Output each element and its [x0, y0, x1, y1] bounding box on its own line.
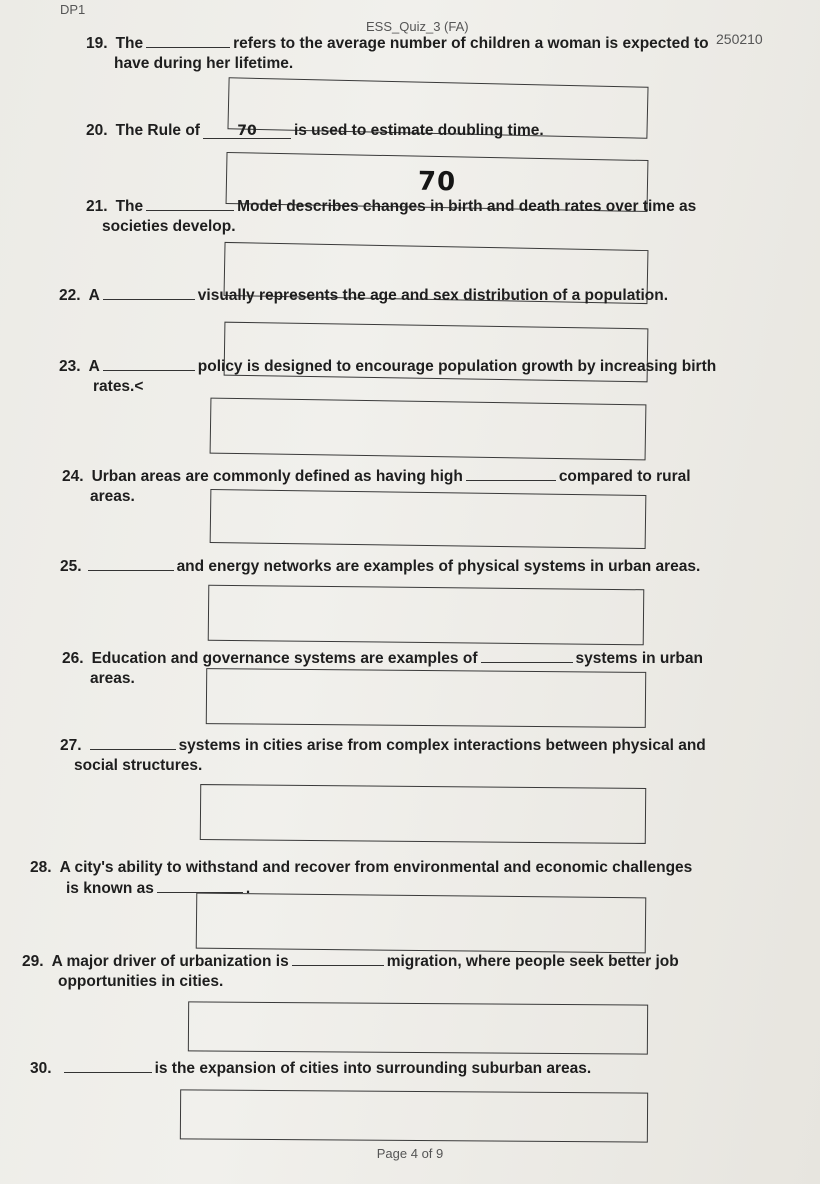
answer-box-28[interactable]	[196, 893, 647, 954]
question-29: 29. A major driver of urbanization is migration, where people seek better job opportunities in cities.	[22, 953, 679, 990]
answer-blank[interactable]	[466, 466, 556, 481]
question-23: 23. A policy is designed to encourage population growth by increasing birth rates.<	[59, 358, 717, 395]
header-code: 250210	[716, 31, 763, 47]
page-number: Page 4 of 9	[376, 1146, 444, 1161]
question-27: 27. systems in cities arise from complex interactions between physical and social structures.	[60, 737, 706, 774]
answer-blank[interactable]	[292, 951, 384, 966]
answer-box-23[interactable]	[210, 398, 647, 461]
header-title: ESS_Quiz_3 (FA)	[366, 19, 469, 34]
answer-blank[interactable]	[146, 33, 230, 48]
answer-blank[interactable]	[103, 356, 195, 371]
answer-blank[interactable]: 70	[203, 124, 291, 139]
answer-blank[interactable]	[481, 648, 573, 663]
answer-box-20[interactable]: 70	[226, 152, 649, 212]
answer-box-24[interactable]	[210, 489, 647, 549]
answer-blank[interactable]	[157, 878, 243, 893]
question-26: 26. Education and governance systems are examples of systems in urban areas.	[62, 650, 703, 687]
question-19: 19. The refers to the average number of children a woman is expected to have during her lifetime.	[86, 35, 709, 72]
answer-box-30[interactable]	[180, 1089, 648, 1142]
answer-blank[interactable]	[88, 556, 174, 571]
answer-blank[interactable]	[146, 196, 234, 211]
answer-blank[interactable]	[64, 1058, 152, 1073]
answer-box-25[interactable]	[208, 585, 645, 646]
answer-blank[interactable]	[90, 735, 176, 750]
question-20: 20. The Rule of 70 is used to estimate doubling time.	[86, 122, 544, 139]
question-24: 24. Urban areas are commonly defined as having high compared to rural areas.	[62, 468, 691, 505]
answer-box-26[interactable]	[206, 668, 646, 728]
question-28: 28. A city's ability to withstand and recover from environmental and economic challenges is known as .	[30, 859, 693, 897]
header-left: DP1	[60, 2, 86, 17]
question-22: 22. A visually represents the age and sex distribution of a population.	[59, 287, 669, 304]
question-25: 25. and energy networks are examples of physical systems in urban areas.	[60, 558, 701, 575]
question-21: 21. The Model describes changes in birth and death rates over time as societies develop.	[86, 198, 697, 235]
answer-box-27[interactable]	[200, 784, 646, 844]
answer-box-29[interactable]	[188, 1001, 648, 1054]
answer-blank[interactable]	[103, 285, 195, 300]
question-30: 30. is the expansion of cities into surrounding suburban areas.	[30, 1060, 592, 1077]
